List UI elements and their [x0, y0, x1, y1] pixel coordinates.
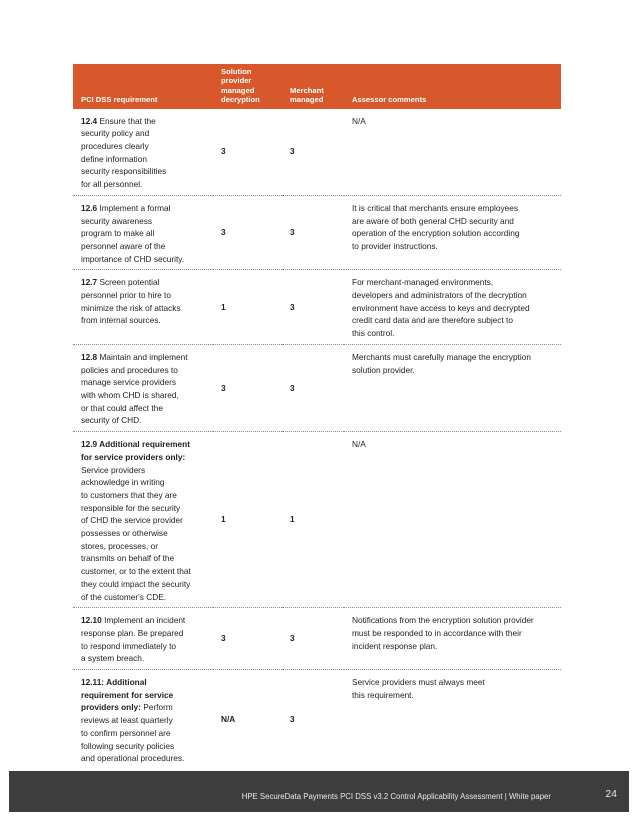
requirement-text: Ensure that the security policy and procedures clearly define information security responsibilities for all personnel.	[81, 115, 167, 190]
solution-provider-value: 3	[213, 344, 282, 431]
assessor-comment: For merchant-managed environments, developers and administrators of the decryption environment have access to keys and decrypted credit card data and are therefore subject to this control.	[344, 270, 561, 345]
table-row	[73, 670, 561, 769]
requirement-title: Additional requirement for service providers only:	[81, 439, 190, 462]
table-row	[73, 109, 561, 196]
page-number: 24	[605, 788, 617, 800]
footer-title: HPE SecureData Payments PCI DSS v3.2 Control Applicability Assessment | White paper	[241, 792, 551, 801]
requirement-cell	[73, 670, 213, 769]
assessor-comment: Service providers must always meet this requirement.	[352, 677, 485, 700]
solution-provider-value: 1	[213, 270, 282, 345]
merchant-value: 3	[282, 195, 344, 270]
header-requirement: PCI DSS requirement	[73, 64, 213, 109]
merchant-value: 3	[282, 109, 344, 196]
table-row	[73, 432, 561, 608]
merchant-value: 3	[282, 344, 344, 431]
table-row	[73, 195, 561, 270]
assessor-comment: It is critical that merchants ensure employees are aware of both general CHD security and operation of the encryption solution according to provider instructions.	[344, 195, 561, 270]
solution-provider-value: 3	[213, 608, 282, 670]
requirement-text: Implement an incident response plan. Be prepared to respond immediately to a system breach.	[81, 615, 186, 664]
header-solution-provider: Solution provider managed decryption	[213, 64, 282, 109]
requirement-id: 12.9	[81, 439, 98, 450]
requirement-cell	[73, 344, 213, 431]
solution-provider-value: 1	[213, 432, 282, 608]
requirement-id: 12.6	[81, 202, 98, 213]
assessor-comment: Merchants must carefully manage the encryption solution provider.	[344, 344, 561, 431]
requirement-text: Implement a formal security awareness program to make all personnel aware of the importance of CHD security.	[81, 202, 185, 264]
requirement-id: 12.4	[81, 115, 98, 126]
requirement-text: Service providers acknowledge in writing to customers that they are responsible for the security of CHD the service provider possesses or otherwise stores, processes, or transmits on behalf of the customer, or to the extent that they could impact the security of the customer's CDE.	[81, 464, 191, 602]
table-row	[73, 344, 561, 431]
requirement-id: 12.8	[81, 351, 98, 362]
footer-bar	[9, 771, 629, 812]
merchant-value: 3	[282, 608, 344, 670]
requirement-title: Additional requirement for service providers only:	[81, 677, 174, 713]
table-header-row	[73, 64, 561, 109]
merchant-value: 3	[290, 714, 295, 725]
solution-provider-value: N/A	[221, 714, 236, 725]
requirement-cell	[73, 270, 213, 345]
merchant-value: 3	[282, 270, 344, 345]
requirement-cell	[73, 109, 213, 196]
solution-provider-value: 3	[213, 109, 282, 196]
solution-provider-value: 3	[213, 195, 282, 270]
assessor-comment: N/A	[344, 432, 561, 608]
assessor-comment: N/A	[344, 109, 561, 196]
pci-requirements-table	[73, 64, 561, 769]
requirement-cell	[73, 432, 213, 608]
requirement-cell	[73, 608, 213, 670]
requirement-cell	[73, 195, 213, 270]
header-assessor-comments: Assessor comments	[344, 64, 561, 109]
requirement-text: Maintain and implement policies and procedures to manage service providers with whom CHD is shared, or that could affect the security of CHD.	[81, 351, 188, 426]
table-row	[73, 270, 561, 345]
requirement-text: Perform reviews at least quarterly to confirm personnel are following security policies and operational procedures.	[81, 702, 185, 764]
requirement-text: Screen potential personnel prior to hire to minimize the risk of attacks from internal sources.	[81, 277, 181, 326]
table-row	[73, 608, 561, 670]
header-merchant: Merchant managed	[282, 64, 344, 109]
requirement-id: 12.11:	[81, 677, 105, 688]
assessor-comment: Notifications from the encryption solution provider must be responded to in accordance with their incident response plan.	[344, 608, 561, 670]
requirement-id: 12.10	[81, 615, 102, 626]
requirement-id: 12.7	[81, 277, 98, 288]
merchant-value: 1	[282, 432, 344, 608]
